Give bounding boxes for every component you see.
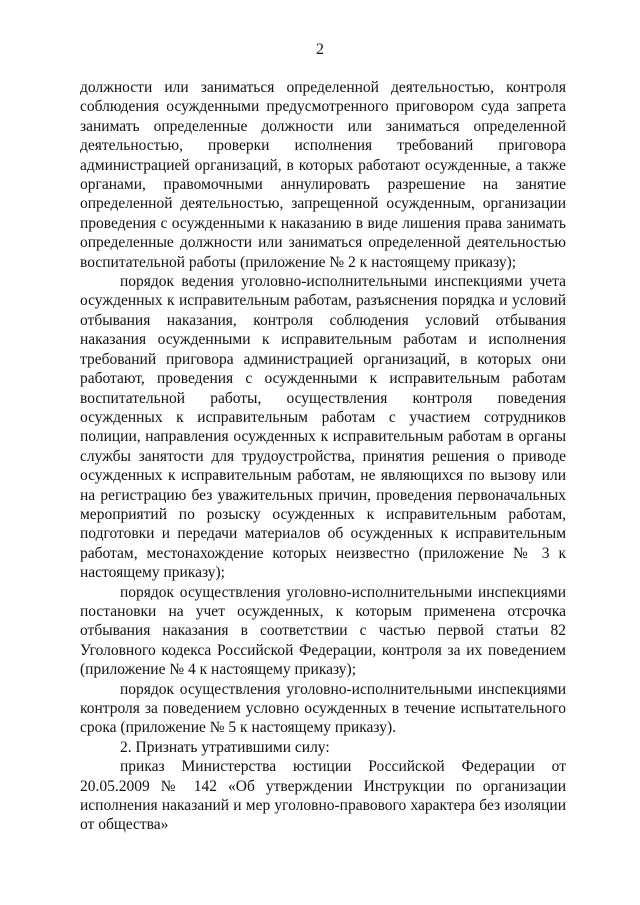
page-number: 2 bbox=[316, 41, 324, 58]
paragraph-appendix-3: порядок ведения уголовно-исполнительными инспекциями учета осужденных к исправительным работам, разъяснения порядка и условий отбывания наказания, контроля соблюдения условий отбывания наказания осужденными к исправительным работам и исполнения требований приговора администрацией организаций, в которых они работают, проведения с осужденными к исправительным работам воспитательной работы, осуществления контроля поведения осужденных к исправительным работам с участием сотрудников полиции, направления осужденных к исправительным работам в органы службы занятости для трудоустройства, принятия решения о приводе осужденных к исправительным работам, не являющихся по вызову или на регистрацию без уважительных причин, проведения первоначальных мероприятий по розыску осужденных к исправительным работам, подготовки и передачи материалов об осужденных к исправительным работам, местонахождение которых неизвестно (приложение № 3 к настоящему приказу); bbox=[80, 273, 566, 582]
paragraph-item-2-heading: 2. Признать утратившими силу: bbox=[120, 738, 330, 756]
paragraph-appendix-4: порядок осуществления уголовно-исполнительными инспекциями постановки на учет осужденных, к которым применена отсрочка отбывания наказания в соответствии с частью первой статьи 82 Уголовного кодекса Российской Федерации, контроля за их поведением (приложение № 4 к настоящему приказу); bbox=[80, 583, 566, 679]
paragraph-order-142: приказ Министерства юстиции Российской Федерации от 20.05.2009 № 142 «Об утверждении Инструкции по организации исполнения наказаний и мер уголовно-правового характера без изоляции от общества» bbox=[80, 758, 566, 834]
document-body bbox=[80, 78, 566, 835]
paragraph-appendix-2-continuation: должности или заниматься определенной деятельностью, контроля соблюдения осужденными предусмотренного приговором суда запрета занимать определенные должности или заниматься определенной деятельностью, проверки исполнения требований приговора администрацией организаций, в которых работают осужденные, а также органами, правомочными аннулировать разрешение на занятие определенной деятельностью, запрещенной осужденным, организации проведения с осужденными к наказанию в виде лишения права занимать определенные должности или заниматься определенной деятельностью воспитательной работы (приложение № 2 к настоящему приказу); bbox=[80, 79, 566, 271]
paragraph-appendix-5: порядок осуществления уголовно-исполнительными инспекциями контроля за поведением условно осужденных в течение испытательного срока (приложение № 5 к настоящему приказу). bbox=[80, 680, 566, 737]
